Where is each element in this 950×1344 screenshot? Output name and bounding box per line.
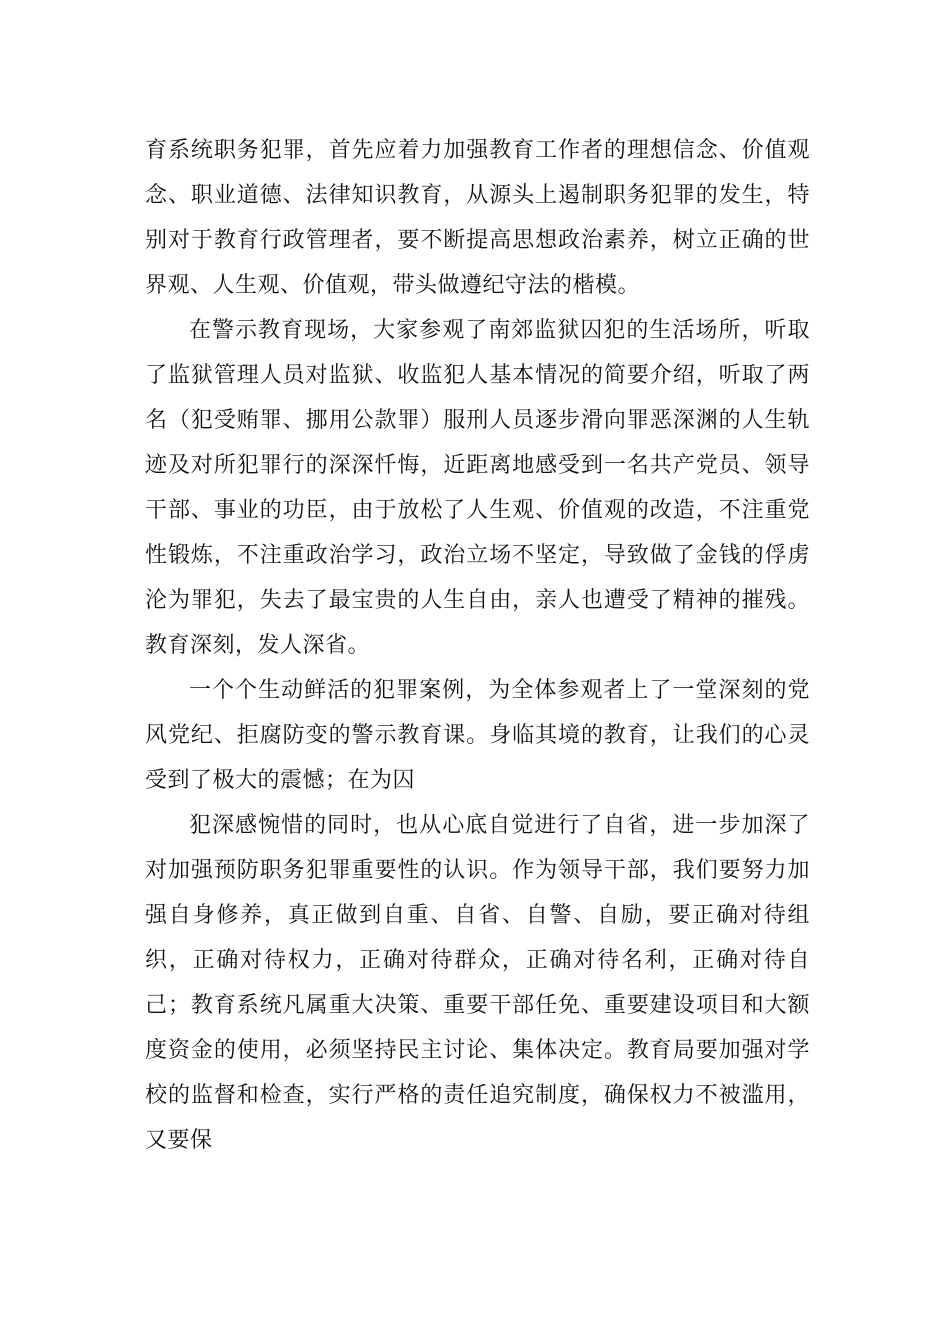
paragraph-3: 一个个生动鲜活的犯罪案例，为全体参观者上了一堂深刻的党风党纪、拒腐防变的警示教育课。身临其境的教育，让我们的心灵受到了极大的震憾；在为囚: [145, 678, 810, 793]
paragraph-4: 犯深感惋惜的同时，也从心底自觉进行了自省，进一步加深了对加强预防职务犯罪重要性的认识。作为领导干部，我们要努力加强自身修养，真正做到自重、自省、自警、自励，要正确对待组织，正确对待权力，正确对待群众，正确对待名利，正确对待自己；教育系统凡属重大决策、重要干部任免、重要建设项目和大额度资金的使用，必须坚持民主讨论、集体决定。教育局要加强对学校的监督和检查，实行严格的责任追究制度，确保权力不被滥用，又要保: [145, 813, 810, 1153]
paragraph-1: 育系统职务犯罪，首先应着力加强教育工作者的理想信念、价值观念、职业道德、法律知识教育，从源头上遏制职务犯罪的发生，特别对于教育行政管理者，要不断提高思想政治素养，树立正确的世界观、人生观、价值观，带头做遵纪守法的楷模。: [145, 138, 810, 298]
paragraph-2: 在警示教育现场，大家参观了南郊监狱囚犯的生活场所，听取了监狱管理人员对监狱、收监犯人基本情况的简要介绍，听取了两名（犯受贿罪、挪用公款罪）服刑人员逐步滑向罪恶深渊的人生轨迹及对所犯罪行的深深忏悔，近距离地感受到一名共产党员、领导干部、事业的功臣，由于放松了人生观、价值观的改造，不注重党性锻炼，不注重政治学习，政治立场不坚定，导致做了金钱的俘虏沦为罪犯，失去了最宝贵的人生自由，亲人也遭受了精神的摧残。教育深刻，发人深省。: [145, 318, 810, 658]
document-body: [145, 128, 810, 1163]
